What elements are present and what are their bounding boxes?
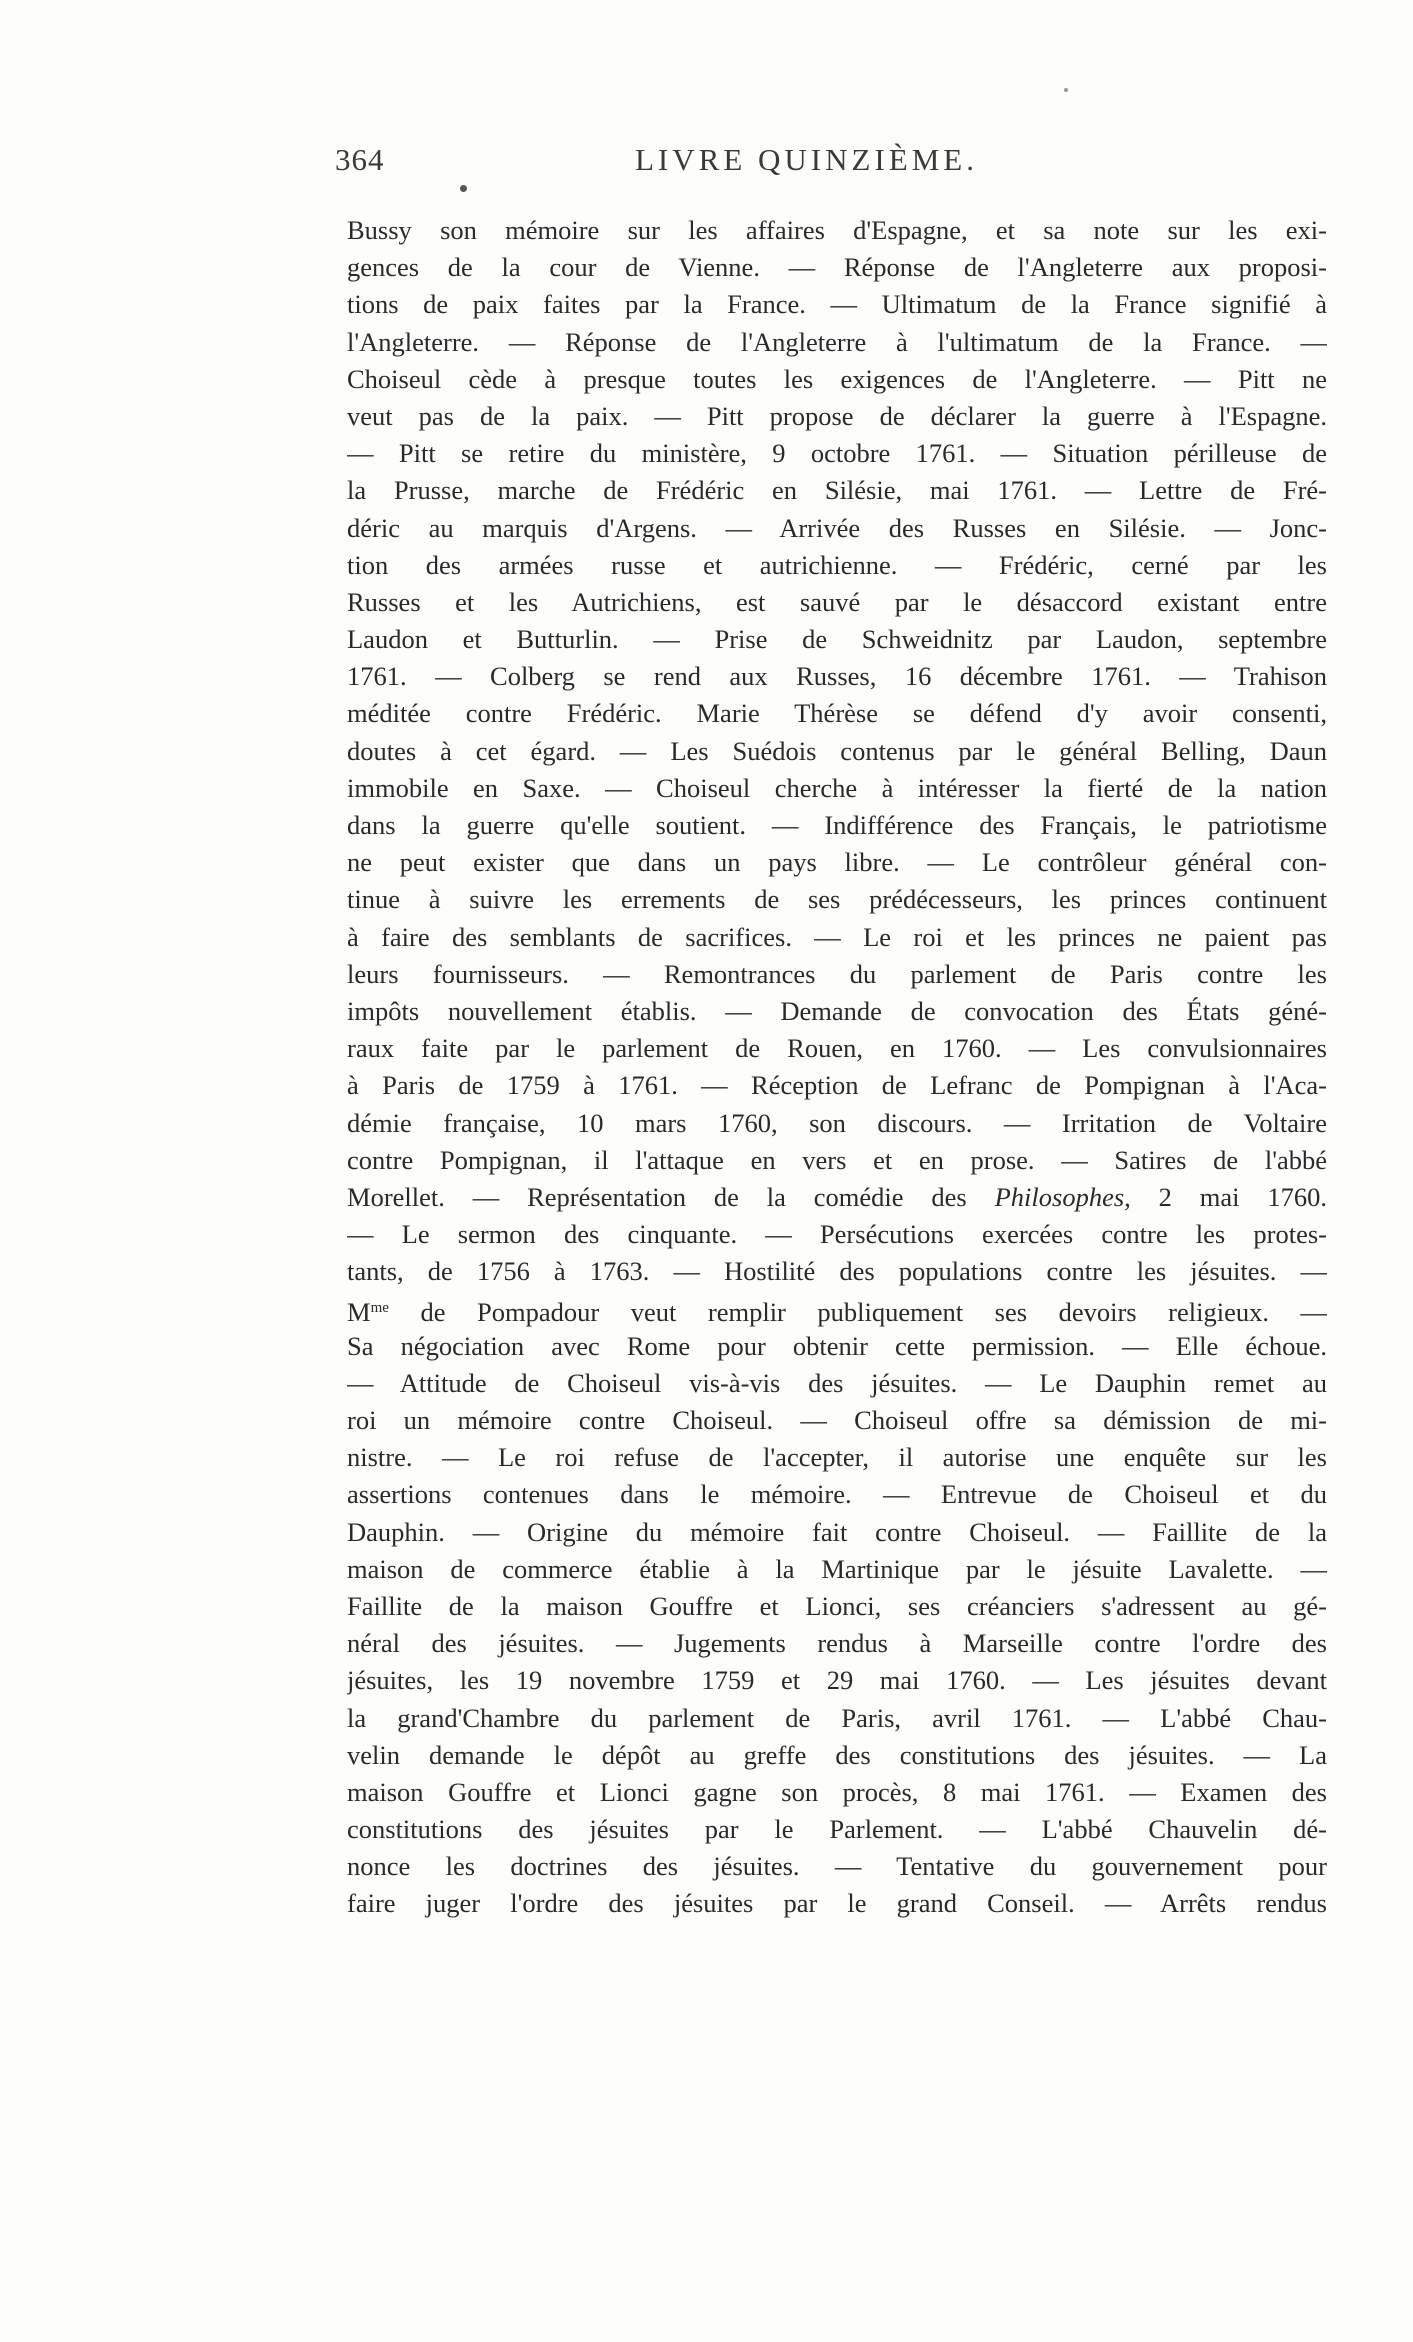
- text-line: tions de paix faites par la France. — Ultimatum de la France signifié à: [347, 289, 1327, 320]
- line-segment: Morellet. — Représentation de la comédie des: [347, 1181, 995, 1212]
- abbreviation: M: [347, 1297, 371, 1328]
- text-line: jésuites, les 19 novembre 1759 et 29 mai 1760. — Les jésuites devant: [347, 1665, 1327, 1696]
- text-line: assertions contenues dans le mémoire. — Entrevue de Choiseul et du: [347, 1479, 1327, 1510]
- text-line: dans la guerre qu'elle soutient. — Indifférence des Français, le patriotisme: [347, 810, 1327, 840]
- stray-mark: [1064, 88, 1068, 92]
- running-head: [335, 142, 1320, 182]
- text-line: la Prusse, marche de Frédéric en Silésie, mai 1761. — Lettre de Fré-: [347, 475, 1327, 506]
- text-line: doutes à cet égard. — Les Suédois contenus par le général Belling, Daun: [347, 735, 1327, 766]
- running-title: LIVRE QUINZIÈME.: [635, 142, 978, 177]
- text-line: tinue à suivre les errements de ses prédécesseurs, les princes continuent: [347, 884, 1327, 915]
- summary-paragraph: [347, 212, 1327, 1923]
- text-line: veut pas de la paix. — Pitt propose de déclarer la guerre à l'Espagne.: [347, 400, 1327, 431]
- text-line: nistre. — Le roi refuse de l'accepter, il autorise une enquête sur les: [347, 1442, 1327, 1473]
- text-line: à faire des semblants de sacrifices. — Le roi et les princes ne paient pas: [347, 921, 1327, 952]
- text-line: Choiseul cède à presque toutes les exigences de l'Angleterre. — Pitt ne: [347, 363, 1327, 394]
- text-line: Bussy son mémoire sur les affaires d'Espagne, et sa note sur les exi-: [347, 215, 1327, 245]
- text-line: maison Gouffre et Lionci gagne son procès, 8 mai 1761. — Examen des: [347, 1776, 1327, 1807]
- text-line-pompadour: [347, 1290, 1327, 1327]
- text-line: ne peut exister que dans un pays libre. — Le contrôleur général con-: [347, 847, 1327, 878]
- text-line: démie française, 10 mars 1760, son discours. — Irritation de Voltaire: [347, 1107, 1327, 1138]
- text-line: déric au marquis d'Argens. — Arrivée des Russes en Silésie. — Jonc-: [347, 512, 1327, 543]
- text-line: — Le sermon des cinquante. — Persécutions exercées contre les protes-: [347, 1219, 1327, 1250]
- text-line: gences de la cour de Vienne. — Réponse de l'Angleterre aux proposi-: [347, 252, 1327, 283]
- text-line: Laudon et Butturlin. — Prise de Schweidnitz par Laudon, septembre: [347, 624, 1327, 655]
- text-line: impôts nouvellement établis. — Demande de convocation des États géné-: [347, 995, 1327, 1026]
- text-line: 1761. — Colberg se rend aux Russes, 16 décembre 1761. — Trahison: [347, 661, 1327, 692]
- text-line: tion des armées russe et autrichienne. — Frédéric, cerné par les: [347, 549, 1327, 580]
- text-line: leurs fournisseurs. — Remontrances du parlement de Paris contre les: [347, 958, 1327, 989]
- abbreviation-superscript: me: [370, 1300, 389, 1317]
- text-line: l'Angleterre. — Réponse de l'Angleterre à l'ultimatum de la France. —: [347, 326, 1327, 357]
- text-line: néral des jésuites. — Jugements rendus à Marseille contre l'ordre des: [347, 1628, 1327, 1659]
- text-line: à Paris de 1759 à 1761. — Réception de Lefranc de Pompignan à l'Aca-: [347, 1070, 1327, 1101]
- text-line: — Attitude de Choiseul vis-à-vis des jésuites. — Le Dauphin remet au: [347, 1367, 1327, 1398]
- text-line: nonce les doctrines des jésuites. — Tentative du gouvernement pour: [347, 1851, 1327, 1882]
- text-line: Sa négociation avec Rome pour obtenir cette permission. — Elle échoue.: [347, 1330, 1327, 1361]
- ornament-dot: [460, 185, 467, 192]
- text-line: faire juger l'ordre des jésuites par le grand Conseil. — Arrêts rendus: [347, 1888, 1327, 1919]
- text-line: Russes et les Autrichiens, est sauvé par le désaccord existant entre: [347, 586, 1327, 617]
- page-number: 364: [335, 142, 385, 177]
- text-line: raux faite par le parlement de Rouen, en 1760. — Les convulsionnaires: [347, 1033, 1327, 1064]
- text-line: immobile en Saxe. — Choiseul cherche à intéresser la fierté de la nation: [347, 772, 1327, 803]
- text-line: Faillite de la maison Gouffre et Lionci, ses créanciers s'adressent au gé-: [347, 1590, 1327, 1621]
- text-line: Dauphin. — Origine du mémoire fait contre Choiseul. — Faillite de la: [347, 1516, 1327, 1547]
- text-line: contre Pompignan, il l'attaque en vers et en prose. — Satires de l'abbé: [347, 1144, 1327, 1175]
- play-title-italic: Philosophes,: [994, 1181, 1131, 1212]
- line-segment: de Pompadour veut remplir publiquement ses devoirs religieux. —: [388, 1297, 1327, 1328]
- text-line: constitutions des jésuites par le Parlement. — L'abbé Chauvelin dé-: [347, 1814, 1327, 1845]
- text-line: velin demande le dépôt au greffe des constitutions des jésuites. — La: [347, 1739, 1327, 1770]
- line-segment: 2 mai 1760.: [1130, 1181, 1327, 1212]
- text-line: tants, de 1756 à 1763. — Hostilité des populations contre les jésuites. —: [347, 1256, 1327, 1287]
- text-line: maison de commerce établie à la Martinique par le jésuite Lavalette. —: [347, 1553, 1327, 1584]
- text-line-philosophes: [347, 1179, 1327, 1216]
- text-line: la grand'Chambre du parlement de Paris, avril 1761. — L'abbé Chau-: [347, 1702, 1327, 1733]
- text-line: — Pitt se retire du ministère, 9 octobre 1761. — Situation périlleuse de: [347, 438, 1327, 469]
- text-line: méditée contre Frédéric. Marie Thérèse se défend d'y avoir consenti,: [347, 698, 1327, 729]
- text-line: roi un mémoire contre Choiseul. — Choiseul offre sa démission de mi-: [347, 1405, 1327, 1435]
